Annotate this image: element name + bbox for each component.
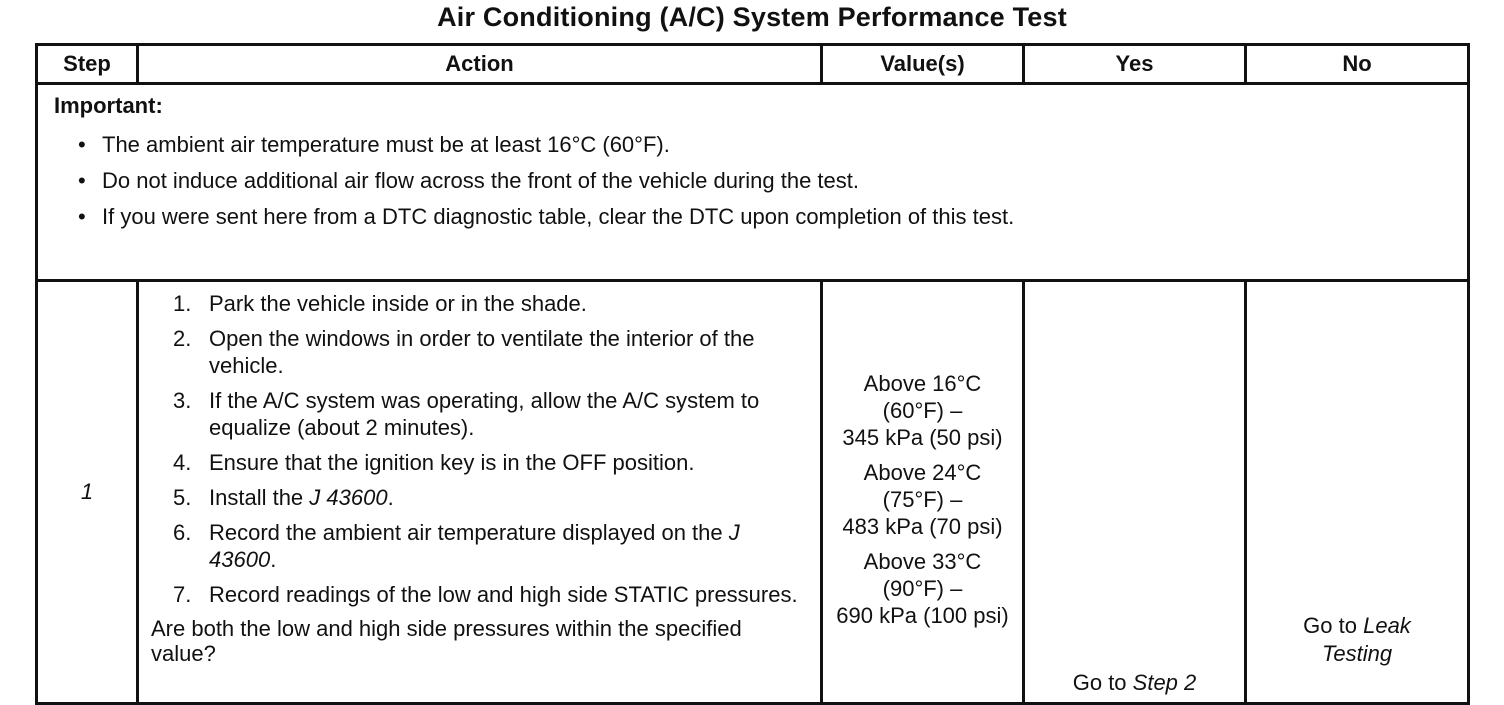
action-item bbox=[151, 290, 810, 317]
action-item bbox=[151, 519, 810, 573]
important-heading: Important: bbox=[54, 93, 163, 118]
value-temp-f: (60°F) – bbox=[882, 398, 963, 423]
yes-prefix: Go to bbox=[1072, 670, 1133, 695]
header-no: No bbox=[1246, 45, 1469, 84]
action-item bbox=[151, 449, 810, 476]
important-list bbox=[54, 127, 1467, 235]
value-temp: Above 16°C bbox=[863, 371, 982, 396]
value-pressure: 345 kPa (50 psi) bbox=[842, 425, 1003, 450]
action-text: If the A/C system was operating, allow the A/C system to equalize (about 2 minutes). bbox=[209, 388, 760, 440]
action-text: Record readings of the low and high side STATIC pressures. bbox=[209, 582, 798, 607]
value-pressure: 483 kPa (70 psi) bbox=[842, 514, 1003, 539]
value-pressure: 690 kPa (100 psi) bbox=[836, 603, 1009, 628]
value-temp: Above 24°C bbox=[863, 460, 982, 485]
values-cell bbox=[822, 281, 1024, 704]
action-number: 3. bbox=[173, 388, 192, 413]
step-number: 1 bbox=[37, 281, 138, 704]
tool-reference: J 43600 bbox=[309, 485, 388, 510]
step-question: Are both the low and high side pressures within the specified value? bbox=[151, 616, 742, 666]
action-text: Park the vehicle inside or in the shade. bbox=[209, 291, 587, 316]
action-suffix: . bbox=[387, 485, 394, 510]
value-temp: Above 33°C bbox=[863, 549, 982, 574]
action-suffix: . bbox=[270, 547, 277, 572]
no-link-leak-testing-cont[interactable]: Testing bbox=[1321, 641, 1393, 666]
action-number: 5. bbox=[173, 485, 192, 510]
important-item: • Do not induce additional air flow across the front of the vehicle during the test. bbox=[78, 163, 1467, 199]
value-range bbox=[823, 459, 1022, 540]
important-notice bbox=[37, 84, 1469, 281]
action-text: Install the bbox=[209, 485, 310, 510]
value-range bbox=[823, 548, 1022, 629]
action-list bbox=[151, 290, 810, 608]
header-row bbox=[37, 45, 1469, 84]
action-item bbox=[151, 581, 810, 608]
value-range bbox=[823, 370, 1022, 451]
no-link-leak-testing[interactable]: Leak bbox=[1363, 613, 1411, 638]
action-number: 1. bbox=[173, 291, 192, 316]
action-number: 4. bbox=[173, 450, 192, 475]
yes-cell bbox=[1024, 281, 1246, 704]
action-number: 6. bbox=[173, 520, 192, 545]
action-item bbox=[151, 325, 810, 379]
action-text: Open the windows in order to ventilate the interior of the vehicle. bbox=[209, 326, 755, 378]
action-text: Ensure that the ignition key is in the OFF position. bbox=[209, 450, 695, 475]
no-cell bbox=[1246, 281, 1469, 704]
header-yes: Yes bbox=[1024, 45, 1246, 84]
yes-link-step-2[interactable]: Step 2 bbox=[1132, 670, 1197, 695]
action-cell bbox=[138, 281, 822, 704]
action-item bbox=[151, 484, 810, 511]
header-action: Action bbox=[138, 45, 822, 84]
page-title: Air Conditioning (A/C) System Performance Test bbox=[437, 2, 1067, 32]
important-row bbox=[37, 84, 1469, 281]
important-item: • If you were sent here from a DTC diagnostic table, clear the DTC upon completion of this test. bbox=[78, 199, 1467, 235]
performance-test-table bbox=[35, 43, 1470, 705]
action-number: 2. bbox=[173, 326, 192, 351]
tool-reference: J 43600 bbox=[209, 520, 740, 572]
action-text: Record the ambient air temperature displayed on the bbox=[209, 520, 729, 545]
action-number: 7. bbox=[173, 582, 192, 607]
step-row bbox=[37, 281, 1469, 704]
no-prefix: Go to bbox=[1303, 613, 1364, 638]
action-item bbox=[151, 387, 810, 441]
header-values: Value(s) bbox=[822, 45, 1024, 84]
value-temp-f: (75°F) – bbox=[882, 487, 963, 512]
value-temp-f: (90°F) – bbox=[882, 576, 963, 601]
header-step: Step bbox=[37, 45, 138, 84]
important-item: • The ambient air temperature must be at least 16°C (60°F). bbox=[78, 127, 1467, 163]
